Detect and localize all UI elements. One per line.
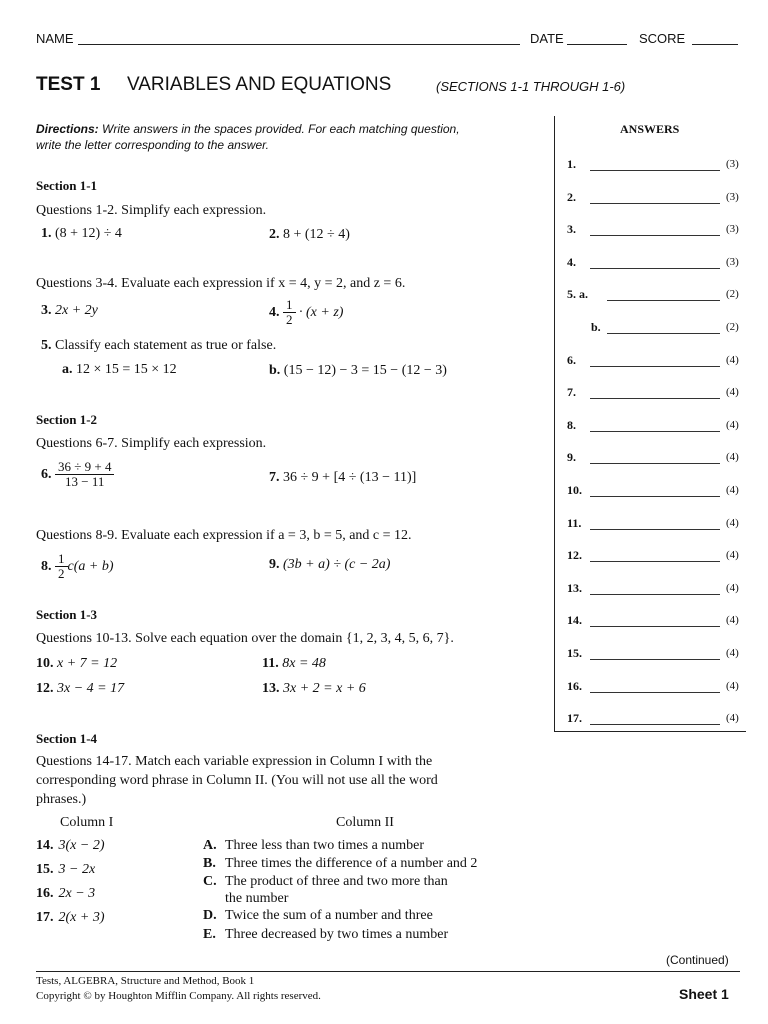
footer-rule	[36, 971, 740, 972]
question-expression: 12 × 15 = 15 × 12	[76, 362, 177, 377]
phrase-letter: B.	[203, 856, 216, 871]
answer-points: (4)	[726, 353, 739, 366]
answer-points: (3)	[726, 223, 739, 236]
question-12	[36, 681, 124, 697]
answer-field[interactable]	[607, 333, 720, 334]
fraction	[55, 460, 114, 490]
section-1-4-intro-2: corresponding word phrase in Column II. (You will not use all the word	[36, 773, 438, 788]
answer-points: (4)	[726, 451, 739, 464]
section-1-2-intro-2: Questions 8-9. Evaluate each expression if a = 3, b = 5, and c = 12.	[36, 528, 412, 543]
question-expression: c(a + b)	[67, 559, 114, 575]
section-1-1-intro: Questions 1-2. Simplify each expression.	[36, 203, 267, 218]
question-expression: 2x + 2y	[55, 303, 98, 318]
answer-label: 7.	[567, 385, 576, 400]
section-1-1-title: Section 1-1	[36, 178, 98, 193]
answer-label: 15.	[567, 646, 582, 660]
answer-field[interactable]	[590, 203, 720, 204]
answer-label: 11.	[567, 515, 582, 530]
column-1-item	[36, 838, 105, 854]
question-number: 14.	[36, 838, 54, 853]
fraction-denominator: 2	[58, 566, 65, 582]
question-number: 9.	[269, 557, 280, 572]
question-expression: 2(x + 3)	[58, 910, 105, 925]
question-number: 11.	[262, 656, 279, 671]
question-number: 6.	[41, 467, 52, 483]
section-1-1-intro-2: Questions 3-4. Evaluate each expression if x = 4, y = 2, and z = 6.	[36, 276, 406, 291]
answer-field[interactable]	[590, 398, 720, 399]
column-2-item	[203, 838, 424, 854]
question-expression: 2x − 3	[58, 886, 96, 901]
footer-line-1: Tests, ALGEBRA, Structure and Method, Book 1	[36, 975, 255, 987]
answer-points: (3)	[726, 158, 739, 170]
question-expression: 3 − 2x	[58, 862, 96, 877]
answer-field[interactable]	[590, 626, 720, 627]
question-5a	[62, 362, 177, 378]
answer-points: (4)	[726, 386, 739, 399]
answer-points: (4)	[726, 418, 739, 431]
fraction	[283, 298, 296, 328]
phrase-text: Three times the difference of a number and 2	[225, 856, 478, 871]
answer-label: 14.	[567, 613, 582, 628]
column-2-item	[203, 927, 448, 943]
section-1-3-title: Section 1-3	[36, 607, 98, 622]
score-label: SCORE	[639, 31, 686, 46]
answer-label: 8.	[567, 417, 576, 432]
question-9	[269, 557, 390, 573]
section-1-4-intro-3: phrases.)	[36, 792, 87, 807]
column-1-header: Column I	[60, 815, 114, 830]
part-label: b.	[269, 363, 281, 378]
answer-points: (4)	[726, 484, 739, 496]
question-8	[41, 552, 114, 582]
answers-title: ANSWERS	[620, 122, 680, 136]
sheet-number: Sheet 1	[679, 986, 729, 1002]
answer-label: 9.	[567, 450, 576, 465]
answer-points: (4)	[726, 581, 739, 594]
answer-points: (2)	[726, 288, 739, 301]
question-3	[41, 303, 98, 319]
fraction-numerator: 36 ÷ 9 + 4	[55, 460, 114, 475]
section-1-4-intro-1: Questions 14-17. Match each variable expression in Column I with the	[36, 754, 433, 769]
question-expression: · (x + z)	[299, 305, 344, 321]
continued-note: (Continued)	[666, 953, 729, 967]
question-number: 16.	[36, 886, 54, 901]
answer-field[interactable]	[590, 724, 720, 725]
answer-points: (4)	[726, 549, 739, 562]
column-2-item	[203, 856, 477, 872]
phrase-text: Three decreased by two times a number	[225, 927, 449, 942]
phrase-text: the number	[225, 891, 289, 906]
question-13	[262, 681, 366, 697]
name-field[interactable]	[78, 44, 520, 45]
phrase-text: Twice the sum of a number and three	[225, 908, 433, 923]
test-title: VARIABLES AND EQUATIONS	[127, 74, 392, 95]
answer-field[interactable]	[590, 561, 720, 562]
question-7	[269, 470, 416, 486]
question-number: 8.	[41, 559, 52, 575]
answer-field[interactable]	[590, 496, 720, 497]
question-number: 4.	[269, 305, 280, 321]
directions-line-1	[36, 122, 460, 136]
answer-points: (2)	[726, 321, 739, 333]
phrase-letter: E.	[203, 927, 216, 942]
question-number: 1.	[41, 226, 52, 241]
part-label: a.	[62, 362, 73, 377]
phrase-text: Three less than two times a number	[225, 838, 425, 853]
question-2	[269, 227, 350, 243]
phrase-letter: C.	[203, 874, 217, 889]
question-11	[262, 656, 326, 672]
answer-points: (4)	[726, 712, 739, 725]
date-label: DATE	[530, 31, 564, 46]
fraction-denominator: 13 − 11	[65, 474, 105, 490]
column-1-item	[36, 910, 105, 926]
fraction	[55, 552, 68, 582]
question-6	[41, 460, 114, 490]
directions-text-1: Write answers in the spaces provided. For each matching question,	[102, 122, 460, 136]
answer-label: 16.	[567, 678, 582, 693]
question-number: 15.	[36, 862, 54, 877]
question-expression: 8x = 48	[282, 656, 326, 671]
column-1-item	[36, 886, 95, 902]
answer-points: (4)	[726, 647, 739, 659]
answer-label: 6.	[567, 352, 576, 367]
question-number: 2.	[269, 227, 280, 242]
question-text: Classify each statement as true or false.	[55, 338, 277, 353]
phrase-letter: A.	[203, 838, 217, 853]
answer-field[interactable]	[590, 529, 720, 530]
answer-points: (4)	[726, 516, 739, 529]
section-1-2-intro: Questions 6-7. Simplify each expression.	[36, 436, 267, 451]
fraction-numerator: 1	[283, 298, 296, 313]
answer-points: (4)	[726, 679, 739, 692]
answer-field[interactable]	[590, 170, 720, 171]
question-number: 12.	[36, 681, 54, 696]
answer-field[interactable]	[590, 268, 720, 269]
answer-field[interactable]	[607, 300, 720, 301]
fraction-numerator: 1	[55, 552, 68, 567]
answer-field[interactable]	[590, 431, 720, 432]
answers-panel-bottom-rule	[554, 731, 746, 732]
score-field[interactable]	[692, 44, 738, 45]
test-number: TEST 1	[36, 74, 101, 95]
answer-label: 5. a.	[567, 287, 588, 302]
question-expression: 8 + (12 ÷ 4)	[283, 227, 350, 242]
answer-label: 3.	[567, 222, 576, 237]
answer-label: 10.	[567, 483, 582, 497]
question-number: 3.	[41, 303, 52, 318]
column-2-item	[203, 874, 448, 890]
sections-note: (SECTIONS 1-1 THROUGH 1-6)	[436, 79, 626, 94]
directions-label: Directions:	[36, 122, 99, 136]
section-1-4-title: Section 1-4	[36, 731, 98, 746]
answer-field[interactable]	[590, 366, 720, 367]
question-expression: (3b + a) ÷ (c − 2a)	[283, 557, 391, 572]
question-5	[41, 338, 276, 354]
section-1-2-title: Section 1-2	[36, 412, 98, 427]
question-number: 17.	[36, 910, 54, 925]
question-expression: x + 7 = 12	[57, 656, 118, 671]
question-expression: 3x − 4 = 17	[57, 681, 125, 696]
column-2-header: Column II	[336, 815, 394, 830]
answer-points: (3)	[726, 255, 739, 268]
answer-field[interactable]	[590, 463, 720, 464]
fraction-denominator: 2	[286, 312, 293, 328]
question-10	[36, 656, 117, 672]
question-number: 5.	[41, 338, 52, 353]
section-1-3-intro: Questions 10-13. Solve each equation over the domain {1, 2, 3, 4, 5, 6, 7}.	[36, 631, 454, 646]
name-label: NAME	[36, 31, 74, 46]
question-1	[41, 226, 122, 242]
question-expression: (15 − 12) − 3 = 15 − (12 − 3)	[283, 363, 447, 378]
answer-field[interactable]	[590, 659, 720, 660]
directions-text-2: write the letter corresponding to the answer.	[36, 138, 270, 152]
question-number: 7.	[269, 470, 280, 485]
answer-label: 2.	[567, 189, 576, 204]
answer-field[interactable]	[590, 594, 720, 595]
question-number: 13.	[262, 681, 280, 696]
answer-label: 13.	[567, 580, 582, 595]
question-expression: 36 ÷ 9 + [4 ÷ (13 − 11)]	[283, 470, 417, 485]
answer-points: (4)	[726, 614, 739, 627]
answer-label: 1.	[567, 157, 576, 171]
answer-label: 17.	[567, 711, 582, 726]
answer-label: 12.	[567, 548, 582, 563]
question-number: 10.	[36, 656, 54, 671]
answer-field[interactable]	[590, 692, 720, 693]
column-2-item	[203, 908, 433, 924]
question-4	[269, 298, 343, 328]
question-5b	[269, 363, 447, 379]
date-field[interactable]	[567, 44, 627, 45]
question-expression: (8 + 12) ÷ 4	[55, 226, 122, 241]
question-expression: 3x + 2 = x + 6	[283, 681, 366, 696]
footer-copyright: Copyright © by Houghton Mifflin Company. All rights reserved.	[36, 990, 321, 1002]
phrase-letter: D.	[203, 908, 217, 923]
answer-label: b.	[591, 320, 601, 334]
answer-label: 4.	[567, 254, 576, 269]
column-1-item	[36, 862, 95, 878]
answer-points: (3)	[726, 190, 739, 203]
answers-panel-divider	[554, 116, 555, 732]
answer-field[interactable]	[590, 235, 720, 236]
column-2-item	[203, 891, 288, 907]
phrase-text: The product of three and two more than	[225, 874, 448, 889]
question-expression: 3(x − 2)	[58, 838, 105, 853]
